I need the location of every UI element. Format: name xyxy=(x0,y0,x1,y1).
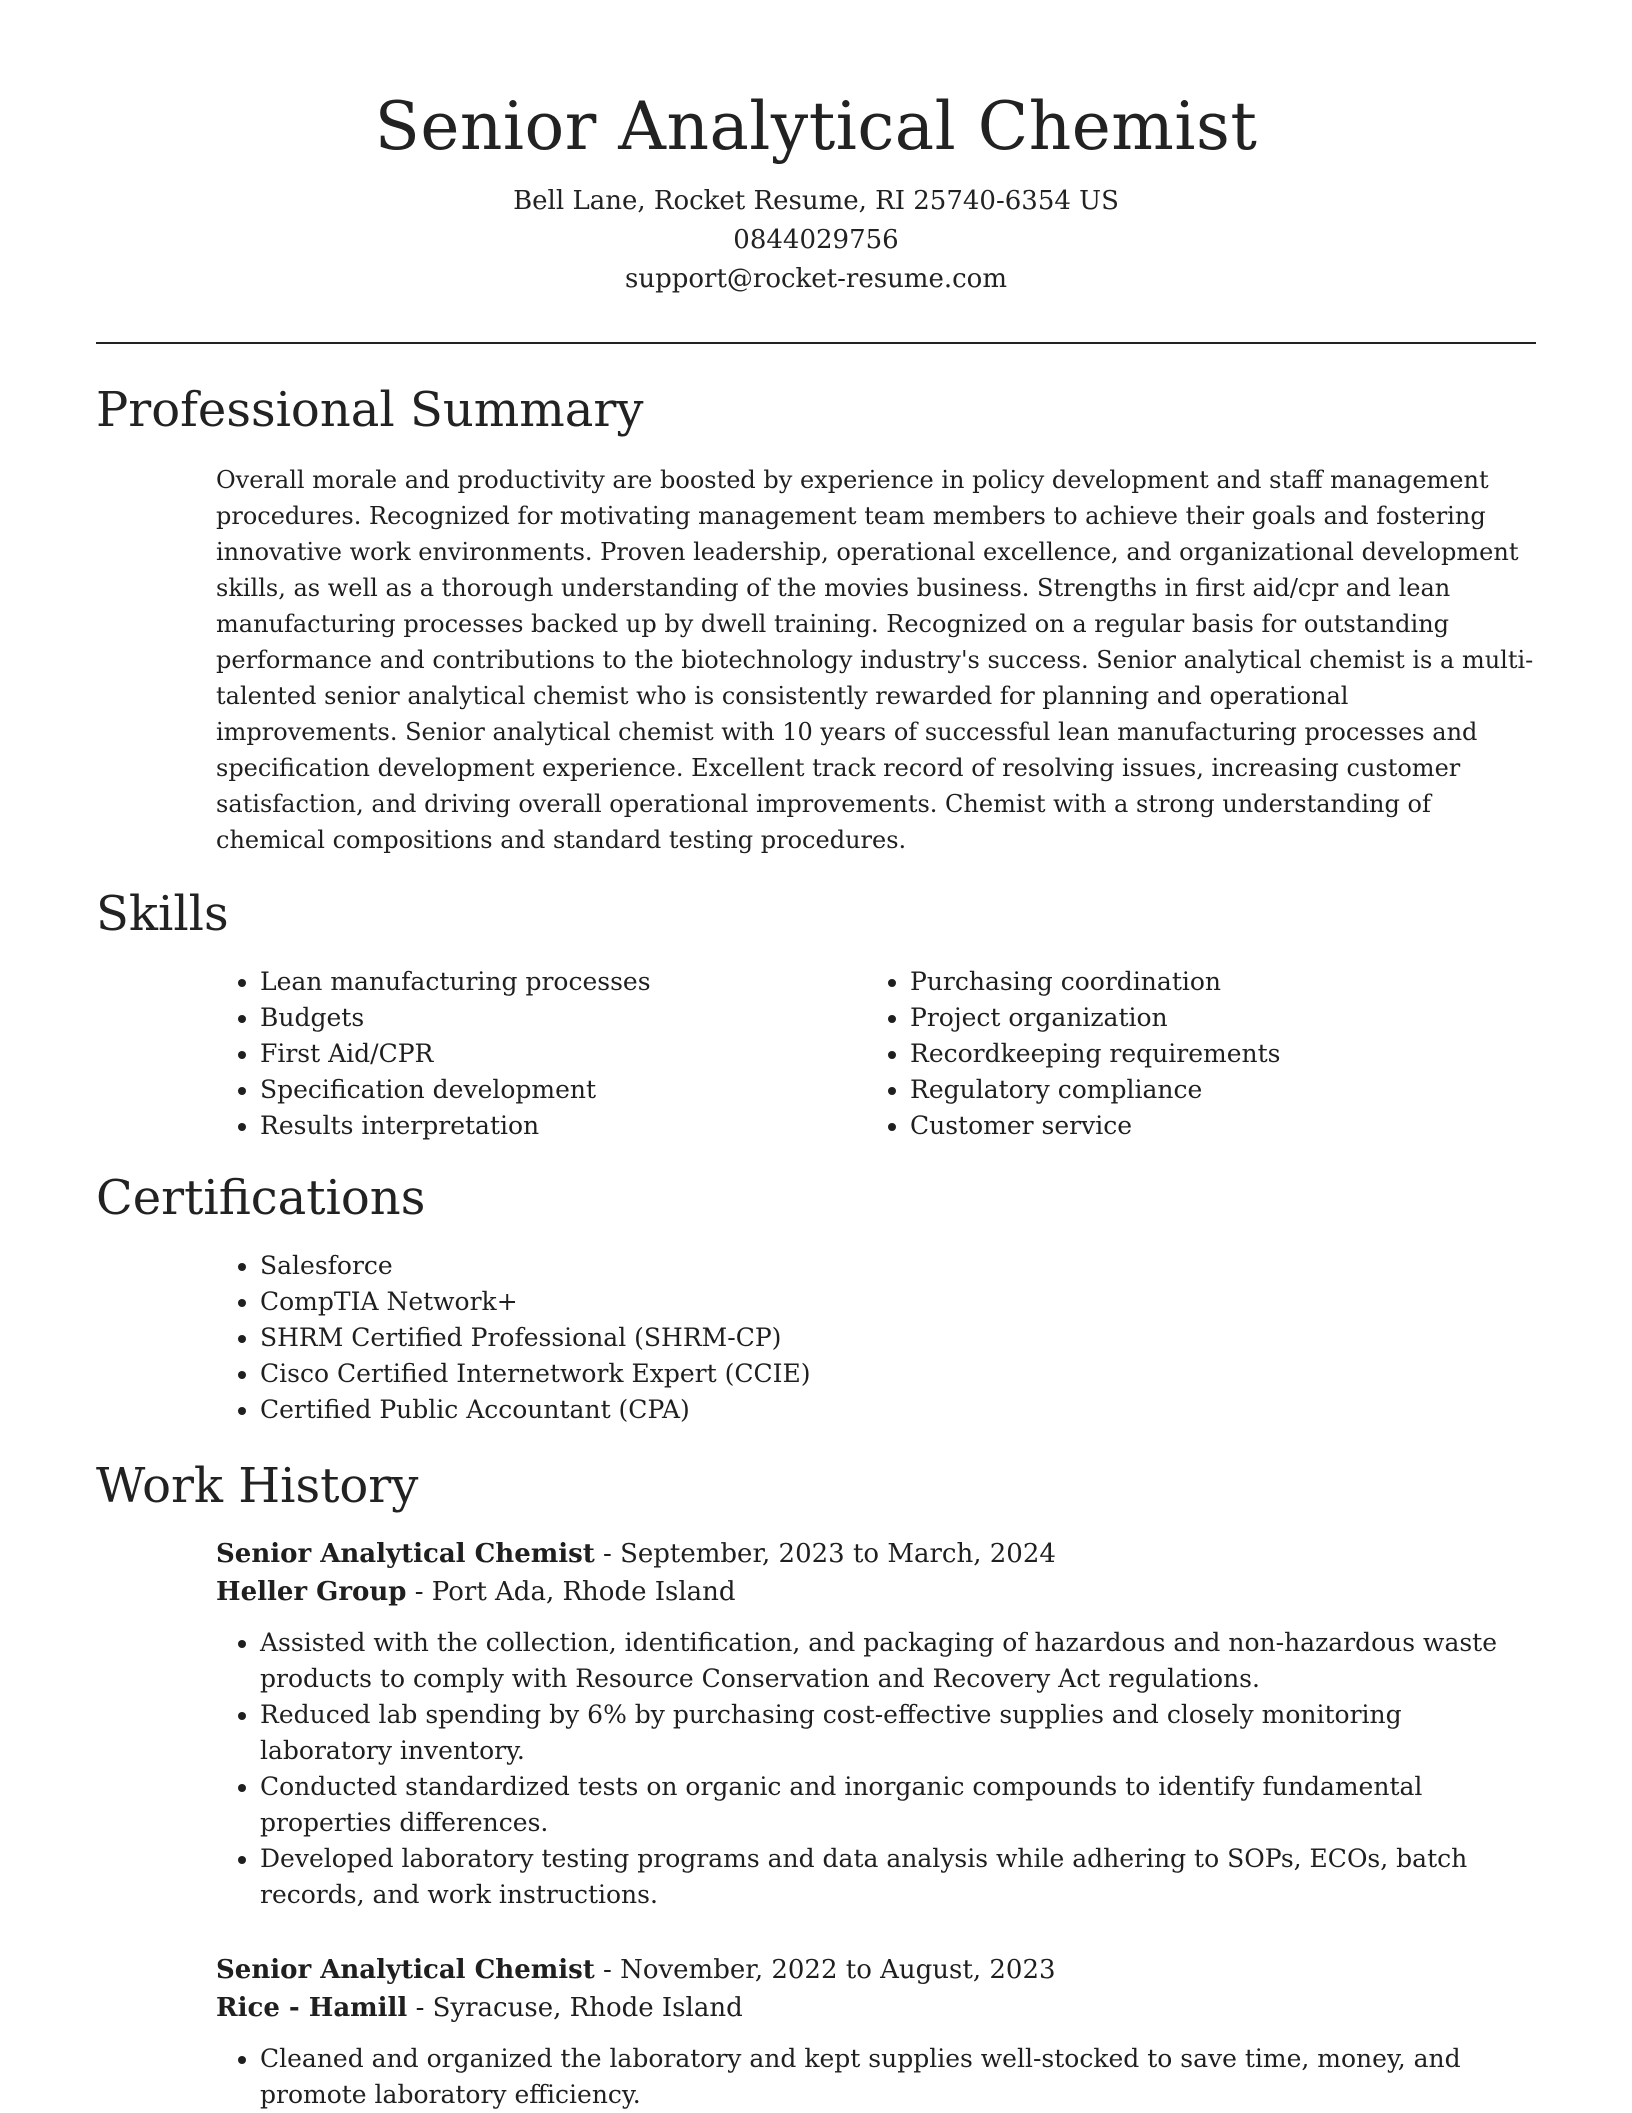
certifications-section xyxy=(216,1248,1536,1428)
certification-item: • CompTIA Network+ xyxy=(260,1284,1536,1320)
candidate-name: Senior Analytical Chemist xyxy=(374,88,1258,165)
skills-section xyxy=(216,964,1536,1144)
certifications-heading: Certifications xyxy=(96,1170,426,1226)
job-company-line xyxy=(216,1573,1536,1611)
contact-phone: 0844029756 xyxy=(733,225,899,255)
job-bullet: • Reduced lab spending by 6% by purchasing cost-effective supplies and closely monitoring laboratory inventory. xyxy=(260,1697,1536,1769)
job-dates: - November, 2022 to August, 2023 xyxy=(594,1955,1056,1985)
job-role: Senior Analytical Chemist xyxy=(216,1539,595,1569)
certification-item: • Salesforce xyxy=(260,1248,1536,1284)
job-role: Senior Analytical Chemist xyxy=(216,1955,595,1985)
skill-item: • Results interpretation xyxy=(260,1108,866,1144)
job-bullets xyxy=(216,1625,1536,1913)
contact-email[interactable]: support@rocket-resume.com xyxy=(624,264,1007,294)
job-entry xyxy=(216,1535,1536,1913)
job-bullet: • Developed laboratory testing programs and data analysis while adhering to SOPs, ECOs, batch records, and work instructions. xyxy=(260,1841,1536,1913)
job-bullet: • Assisted with the collection, identification, and packaging of hazardous and non-hazardous waste products to comply with Resource Conservation and Recovery Act regulations. xyxy=(260,1625,1536,1697)
skill-item: • Customer service xyxy=(910,1108,1516,1144)
job-title-line xyxy=(216,1951,1536,1989)
job-company: Heller Group xyxy=(216,1577,407,1607)
job-location: - Syracuse, Rhode Island xyxy=(407,1993,743,2023)
skills-column-left xyxy=(216,964,866,1144)
skill-item: • First Aid/CPR xyxy=(260,1036,866,1072)
job-company-line xyxy=(216,1989,1536,2027)
skill-item: • Project organization xyxy=(910,1000,1516,1036)
job-company: Rice - Hamill xyxy=(216,1993,408,2023)
contact-info xyxy=(96,182,1536,299)
header-divider xyxy=(96,342,1536,344)
job-dates: - September, 2023 to March, 2024 xyxy=(594,1539,1056,1569)
resume-header xyxy=(96,80,1536,299)
certification-item: • Cisco Certified Internetwork Expert (CCIE) xyxy=(260,1356,1536,1392)
summary-section xyxy=(216,462,1536,858)
job-location: - Port Ada, Rhode Island xyxy=(406,1577,736,1607)
summary-text: Overall morale and productivity are boosted by experience in policy development and staff management procedures. Recognized for motivating management team members to achieve their goals and fostering innovative work environments. Proven leadership, operational excellence, and organizational development skills, as well as a thorough understanding of the movies business. Strengths in first aid/cpr and lean manufacturing processes backed up by dwell training. Recognized on a regular basis for outstanding performance and contributions to the biotechnology industry's success. Senior analytical chemist is a multi-talented senior analytical chemist who is consistently rewarded for planning and operational improvements. Senior analytical chemist with 10 years of successful lean manufacturing processes and specification development experience. Excellent track record of resolving issues, increasing customer satisfaction, and driving overall operational improvements. Chemist with a strong understanding of chemical compositions and standard testing procedures. xyxy=(216,466,1534,854)
skill-item: • Budgets xyxy=(260,1000,866,1036)
work-history-heading: Work History xyxy=(96,1458,419,1514)
skill-item: • Recordkeeping requirements xyxy=(910,1036,1516,1072)
skill-item: • Lean manufacturing processes xyxy=(260,964,866,1000)
skill-item: • Specification development xyxy=(260,1072,866,1108)
job-bullets xyxy=(216,2041,1536,2113)
job-bullet: • Cleaned and organized the laboratory and kept supplies well-stocked to save time, money, and promote laboratory efficiency. xyxy=(260,2041,1536,2113)
job-title-line xyxy=(216,1535,1536,1573)
job-entry xyxy=(216,1951,1536,2113)
skill-item: • Regulatory compliance xyxy=(910,1072,1516,1108)
skills-column-right xyxy=(866,964,1516,1144)
skill-item: • Purchasing coordination xyxy=(910,964,1516,1000)
certification-item: • SHRM Certified Professional (SHRM-CP) xyxy=(260,1320,1536,1356)
certification-item: • Certified Public Accountant (CPA) xyxy=(260,1392,1536,1428)
skills-heading: Skills xyxy=(96,886,229,942)
summary-heading: Professional Summary xyxy=(96,382,644,438)
contact-address: Bell Lane, Rocket Resume, RI 25740-6354 US xyxy=(513,186,1119,216)
job-bullet: • Conducted standardized tests on organic and inorganic compounds to identify fundamental properties differences. xyxy=(260,1769,1536,1841)
